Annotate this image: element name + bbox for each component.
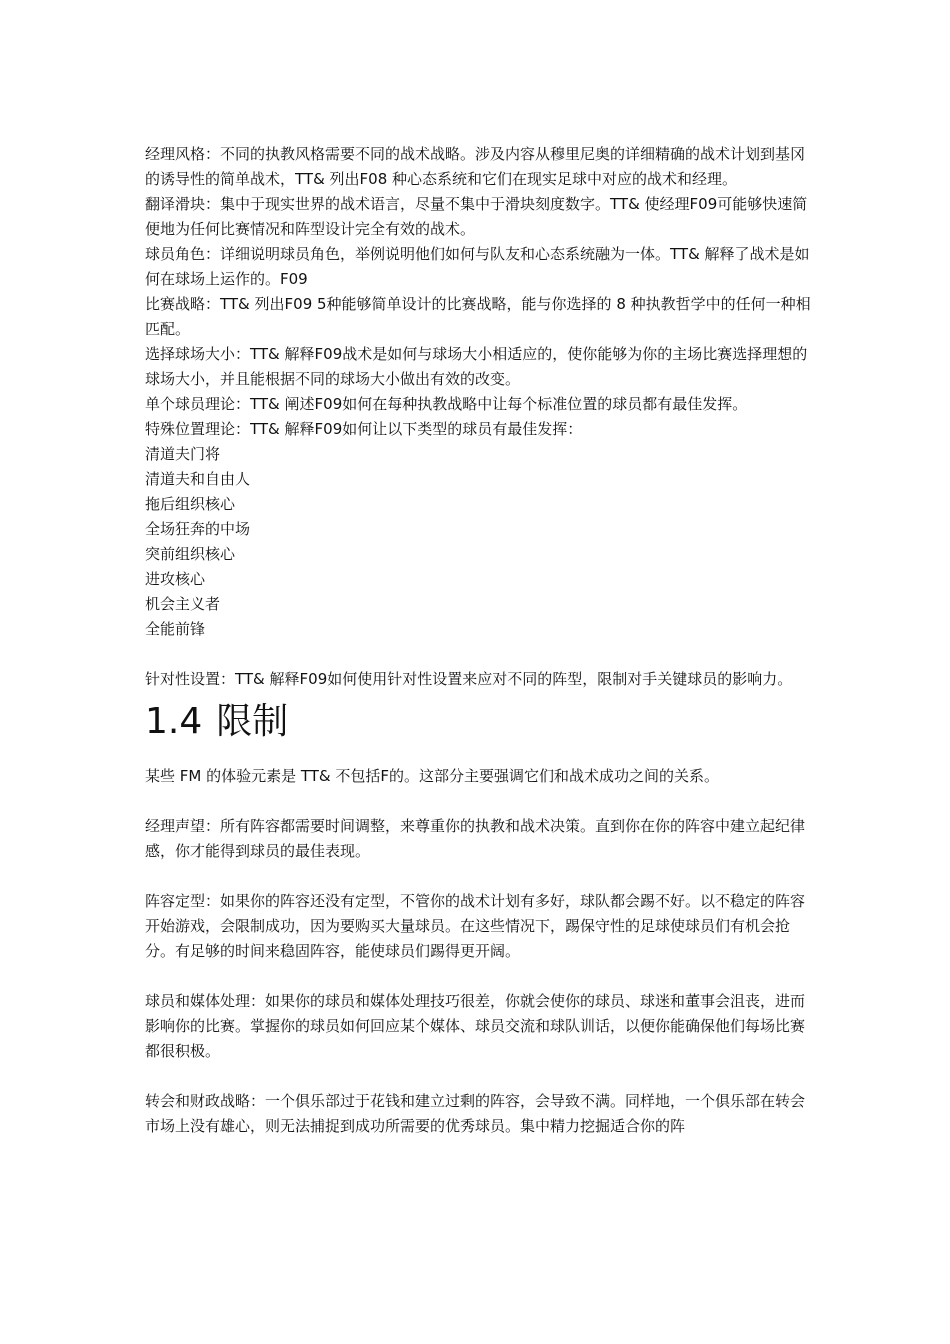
section-number: 1.4	[145, 701, 203, 742]
paragraph-transfer-finance: 转会和财政战略：一个俱乐部过于花钱和建立过剩的阵容，会导致不满。同样地，一个俱乐部在转会市场上没有雄心，则无法捕捉到成功所需要的优秀球员。集中精力挖掘适合你的阵	[145, 1092, 806, 1135]
section-heading	[145, 700, 811, 744]
list-item: 清道夫门将	[145, 445, 221, 463]
list-item: 进攻核心	[145, 570, 206, 588]
paragraph-fm-elements: 某些 FM 的体验元素是 TT& 不包括F的。这部分主要强调它们和战术成功之间的关系。	[145, 767, 720, 785]
list-item: 拖后组织核心	[145, 495, 236, 513]
list-item: 全能前锋	[145, 620, 206, 638]
spacer	[145, 642, 811, 667]
spacer	[145, 1064, 811, 1089]
spacer	[145, 789, 811, 814]
section-title: 限制	[216, 701, 289, 742]
paragraph-pitch-size: 选择球场大小：TT& 解释F09战术是如何与球场大小相适应的，使你能够为你的主场比赛选择理想的球场大小，并且能根据不同的球场大小做出有效的改变。	[145, 345, 808, 388]
paragraph-manager-style: 经理风格：不同的执教风格需要不同的战术战略。涉及内容从穆里尼奥的详细精确的战术计划到基冈的诱导性的简单战术，TT& 列出F08 种心态系统和它们在现实足球中对应的战术和经理。	[145, 145, 806, 188]
spacer	[145, 964, 811, 989]
paragraph-match-strategy: 比赛战略：TT& 列出F09 5种能够简单设计的比赛战略，能与你选择的 8 种执教哲学中的任何一种相匹配。	[145, 295, 811, 338]
paragraph-player-media-handling: 球员和媒体处理：如果你的球员和媒体处理技巧很差，你就会使你的球员、球迷和董事会沮丧，进而影响你的比赛。掌握你的球员如何回应某个媒体、球员交流和球队训话，以便你能确保他们每场比赛都很积极。	[145, 992, 806, 1060]
list-item: 机会主义者	[145, 595, 221, 613]
paragraph-manager-reputation: 经理声望：所有阵容都需要时间调整，来尊重你的执教和战术决策。直到你在你的阵容中建立起纪律感，你才能得到球员的最佳表现。	[145, 817, 806, 860]
paragraph-squad-stability: 阵容定型：如果你的阵容还没有定型，不管你的战术计划有多好，球队都会踢不好。以不稳定的阵容开始游戏，会限制成功，因为要购买大量球员。在这些情况下，踢保守性的足球使球员们有机会抢分。有足够的时间来稳固阵容，能使球员们踢得更开阔。	[145, 892, 806, 960]
spacer	[145, 864, 811, 889]
player-type-list	[145, 442, 811, 642]
paragraph-slider-translation: 翻译滑块：集中于现实世界的战术语言，尽量不集中于滑块刻度数字。TT& 使经理F09可能够快速简便地为任何比赛情况和阵型设计完全有效的战术。	[145, 195, 808, 238]
paragraph-special-position-theory: 特殊位置理论：TT& 解释F09如何让以下类型的球员有最佳发挥：	[145, 420, 583, 438]
document-body	[145, 142, 811, 1139]
list-item: 清道夫和自由人	[145, 470, 251, 488]
paragraph-targeting: 针对性设置：TT& 解释F09如何使用针对性设置来应对不同的阵型，限制对手关键球员的影响力。	[145, 670, 793, 688]
paragraph-individual-player-theory: 单个球员理论：TT& 阐述F09如何在每种执教战略中让每个标准位置的球员都有最佳发挥。	[145, 395, 748, 413]
list-item: 突前组织核心	[145, 545, 236, 563]
list-item: 全场狂奔的中场	[145, 520, 251, 538]
paragraph-player-roles: 球员角色：详细说明球员角色，举例说明他们如何与队友和心态系统融为一体。TT& 解释了战术是如何在球场上运作的。F09	[145, 245, 810, 288]
